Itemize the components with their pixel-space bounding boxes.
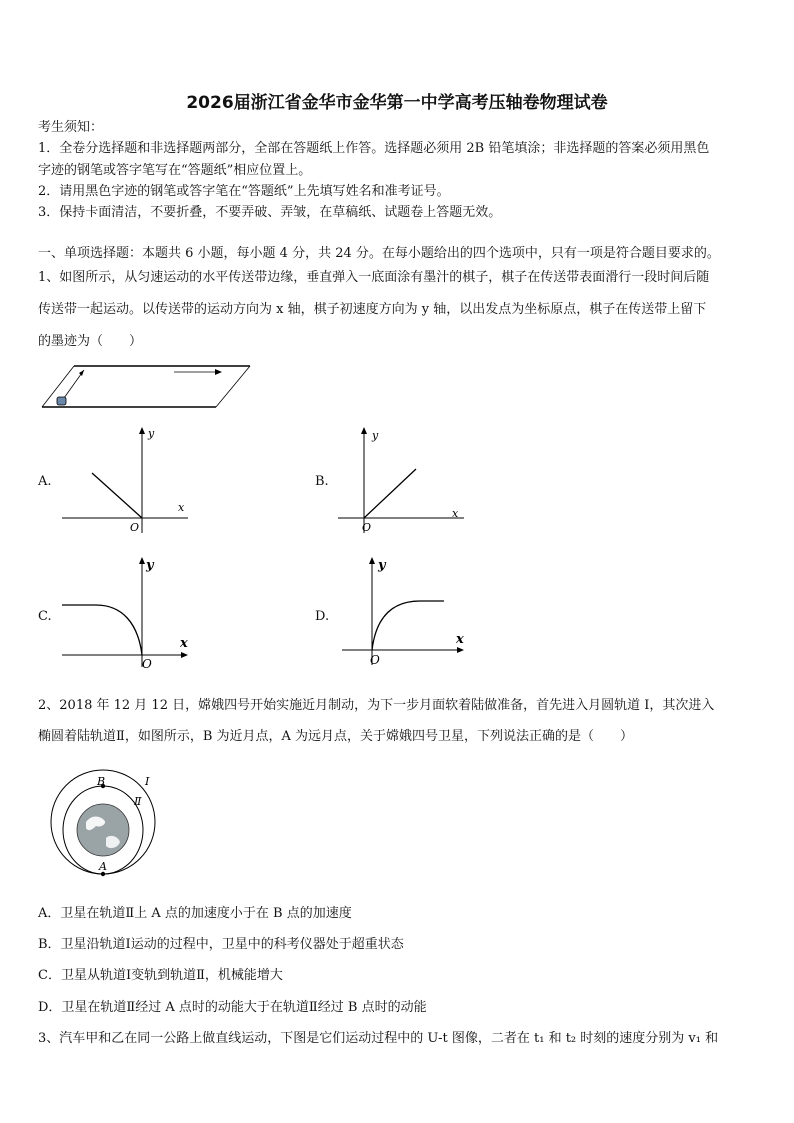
conveyor-figure: [38, 360, 253, 416]
q1-a-y-label: y: [148, 427, 155, 440]
q1-option-d-letter: D.: [315, 609, 330, 624]
q3-line-1: 3、汽车甲和乙在同一公路上做直线运动，下图是它们运动过程中的 U-t 图像，二者在 t₁ 和 t₂ 时刻的速度分别为 v₁ 和: [38, 1031, 719, 1046]
q1-option-a-letter: A.: [38, 474, 52, 489]
q1-option-c-graph: [60, 555, 200, 670]
q1-d-y-label: y: [378, 558, 386, 573]
notice-item-3: 3．保持卡面清洁，不要折叠，不要弄破、弄皱，在草稿纸、试题卷上答题无效。: [38, 205, 502, 220]
q1-d-origin-label: O: [370, 653, 380, 667]
q1-c-y-label: y: [146, 558, 154, 573]
q1-d-x-label: x: [456, 632, 464, 647]
q1-c-origin-label: O: [142, 657, 152, 671]
q1-line-1: 1、如图所示，从匀速运动的水平传送带边缘，垂直弹入一底面涂有墨汁的棋子，棋子在传送带表面滑行一段时间后随: [38, 270, 710, 285]
orbit-label-1: Ⅰ: [145, 775, 150, 788]
q1-option-c-letter: C.: [38, 609, 52, 624]
q2-option-a: A．卫星在轨道Ⅱ上 A 点的加速度小于在 B 点的加速度: [38, 906, 352, 921]
orbit-label-b: B: [97, 775, 106, 788]
orbit-figure: [48, 770, 168, 880]
notice-heading: 考生须知：: [38, 120, 104, 135]
q2-option-c: C．卫星从轨道Ⅰ变轨到轨道Ⅱ，机械能增大: [38, 968, 283, 983]
q1-a-x-label: x: [178, 501, 185, 514]
notice-item-2: 2．请用黑色字迹的钢笔或答字笔在“答题纸”上先填写姓名和准考证号。: [38, 184, 450, 199]
q1-option-a-graph: [60, 425, 200, 540]
notice-item-1: 1．全卷分选择题和非选择题两部分，全部在答题纸上作答。选择题必须用 2B 铅笔填涂；非选择题的答案必须用黑色: [38, 141, 710, 156]
orbit-label-a: A: [99, 860, 107, 873]
page-title: 2026届浙江省金华市金华第一中学高考压轴卷物理试卷: [186, 93, 608, 113]
q1-option-b-letter: B.: [315, 474, 329, 489]
q1-a-origin-label: O: [130, 521, 140, 534]
q1-b-origin-label: O: [362, 521, 372, 534]
orbit-label-2: Ⅱ: [134, 795, 142, 808]
section-heading: 一、单项选择题：本题共 6 小题，每小题 4 分，共 24 分。在每小题给出的四个选项中，只有一项是符合题目要求的。: [38, 246, 720, 261]
q1-option-b-graph: [336, 425, 476, 540]
q1-line-3: 的墨迹为（ ）: [38, 334, 143, 349]
q1-c-x-label: x: [180, 636, 188, 651]
q1-b-y-label: y: [372, 429, 379, 442]
chess-piece: [57, 397, 66, 405]
q1-b-x-label: x: [452, 507, 459, 520]
q2-option-b: B．卫星沿轨道Ⅰ运动的过程中，卫星中的科考仪器处于超重状态: [38, 937, 404, 952]
q2-line-1: 2、2018 年 12 月 12 日，嫦娥四号开始实施近月制动，为下一步月面软着陆做准备，首先进入月圆轨道 Ⅰ，其次进入: [38, 698, 715, 713]
q2-line-2: 椭圆着陆轨道Ⅱ，如图所示，B 为近月点，A 为远月点，关于嫦娥四号卫星，下列说法正确的是（ ）: [38, 729, 634, 744]
q2-option-d: D．卫星在轨道Ⅱ经过 A 点时的动能大于在轨道Ⅱ经过 B 点时的动能: [38, 1000, 427, 1015]
notice-item-1-cont: 字迹的钢笔或答字笔写在“答题纸”相应位置上。: [38, 163, 312, 178]
q1-option-d-graph: [336, 555, 476, 670]
q1-line-2: 传送带一起运动。以传送带的运动方向为 x 轴，棋子初速度方向为 y 轴，以出发点为坐标原点，棋子在传送带上留下: [38, 302, 707, 317]
